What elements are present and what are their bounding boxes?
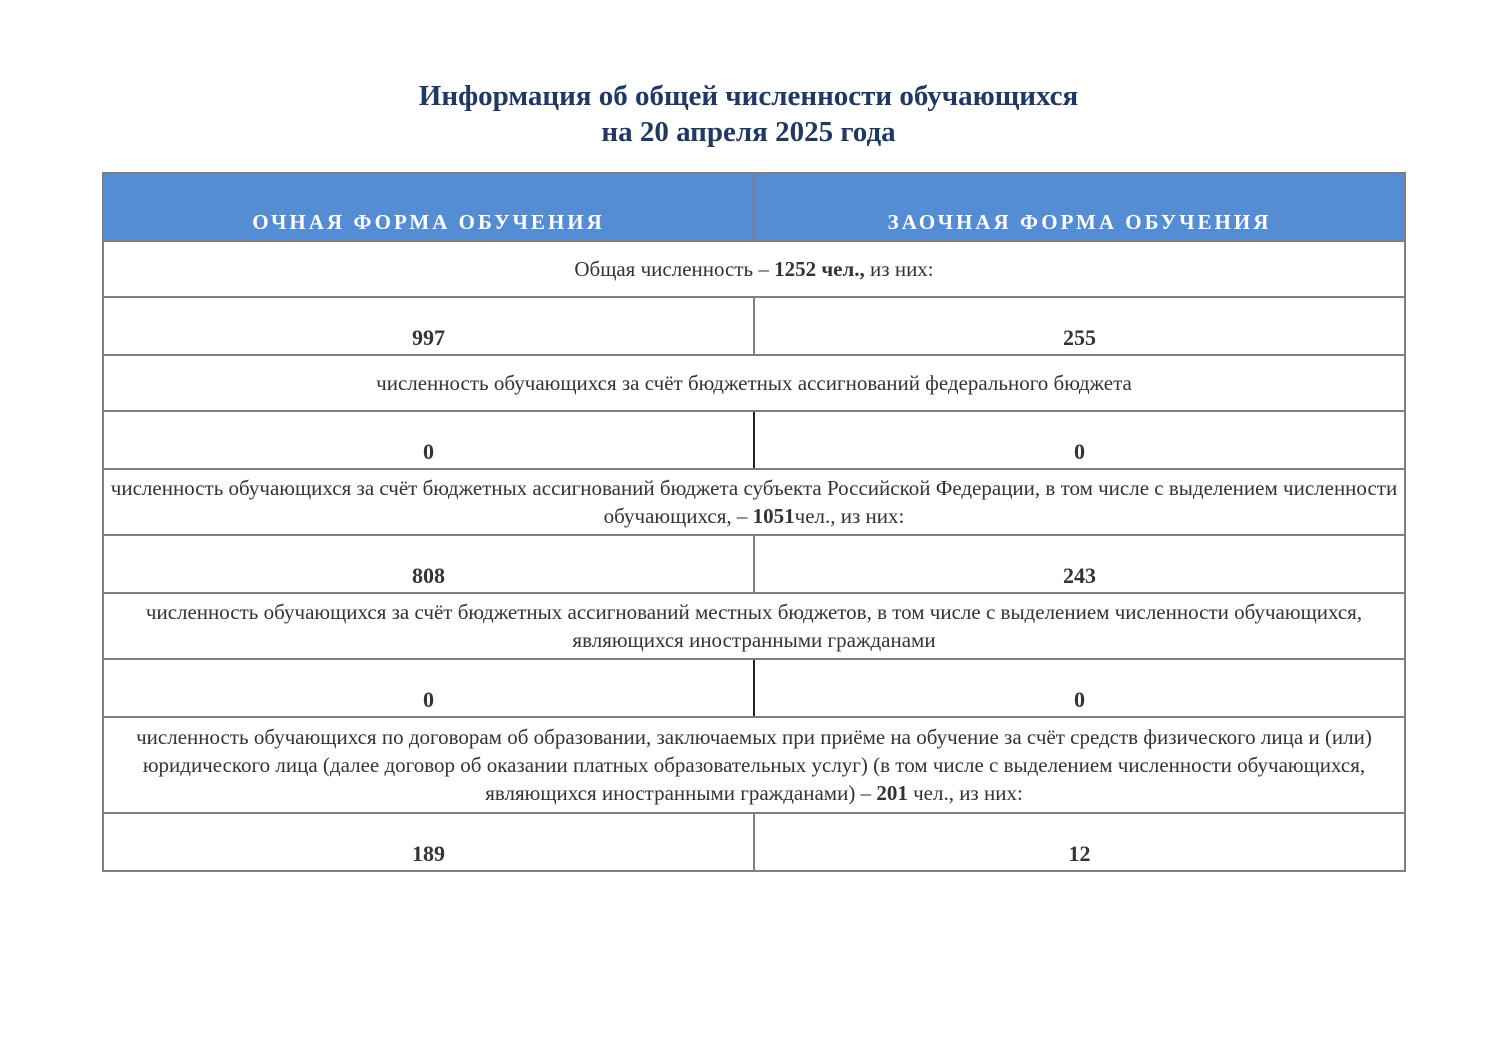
paid-label-row (103, 717, 1405, 813)
paid-label (103, 717, 1405, 813)
title-line-1: Информация об общей численности обучающихся (418, 80, 1079, 112)
local-ochnaya: 0 (103, 659, 754, 717)
total-prefix: Общая численность – (574, 257, 775, 281)
header-zaochnaya: ЗАОЧНАЯ ФОРМА ОБУЧЕНИЯ (754, 173, 1405, 241)
paid-zaochnaya: 12 (754, 813, 1405, 871)
regional-values-row (103, 535, 1405, 593)
regional-zaochnaya: 243 (754, 535, 1405, 593)
federal-label: численность обучающихся за счёт бюджетных ассигнований федерального бюджета (103, 355, 1405, 411)
local-values-row (103, 659, 1405, 717)
federal-values-row (103, 411, 1405, 469)
total-suffix: из них: (864, 257, 934, 281)
total-values-row (103, 297, 1405, 355)
regional-value: 1051 (752, 504, 795, 528)
regional-prefix: численность обучающихся за счёт бюджетных ассигнований бюджета субъекта Российской Федерации, в том числе с выделением численности обучающихся, – (110, 476, 1398, 528)
local-label-row (103, 593, 1405, 659)
federal-label-row (103, 355, 1405, 411)
local-zaochnaya: 0 (754, 659, 1405, 717)
page-title (0, 78, 1497, 150)
total-zaochnaya: 255 (754, 297, 1405, 355)
paid-value: 201 (876, 781, 908, 805)
regional-label-row (103, 469, 1405, 535)
paid-values-row (103, 813, 1405, 871)
regional-ochnaya: 808 (103, 535, 754, 593)
title-line-2: на 20 апреля 2025 года (601, 116, 896, 148)
local-label: численность обучающихся за счёт бюджетных ассигнований местных бюджетов, в том числе с выделением численности обучающихся, являющихся иностранными гражданами (103, 593, 1405, 659)
regional-suffix: чел., из них: (794, 504, 905, 528)
regional-label (103, 469, 1405, 535)
total-label-row (103, 241, 1405, 297)
paid-ochnaya: 189 (103, 813, 754, 871)
federal-zaochnaya: 0 (754, 411, 1405, 469)
total-label (103, 241, 1405, 297)
total-value: 1252 чел., (774, 257, 865, 281)
table-header-row (103, 173, 1405, 241)
federal-ochnaya: 0 (103, 411, 754, 469)
paid-suffix: чел., из них: (907, 781, 1023, 805)
paid-prefix: численность обучающихся по договорам об образовании, заключаемых при приёме на обучение за счёт средств физического лица и (или) юридического лица (далее договор об оказании платных образовательных услуг) (в том числе с выделением численности обучающихся, являющихся иностранными гражданами) – (136, 725, 1372, 805)
total-ochnaya: 997 (103, 297, 754, 355)
students-table (102, 172, 1406, 872)
header-ochnaya: ОЧНАЯ ФОРМА ОБУЧЕНИЯ (103, 173, 754, 241)
